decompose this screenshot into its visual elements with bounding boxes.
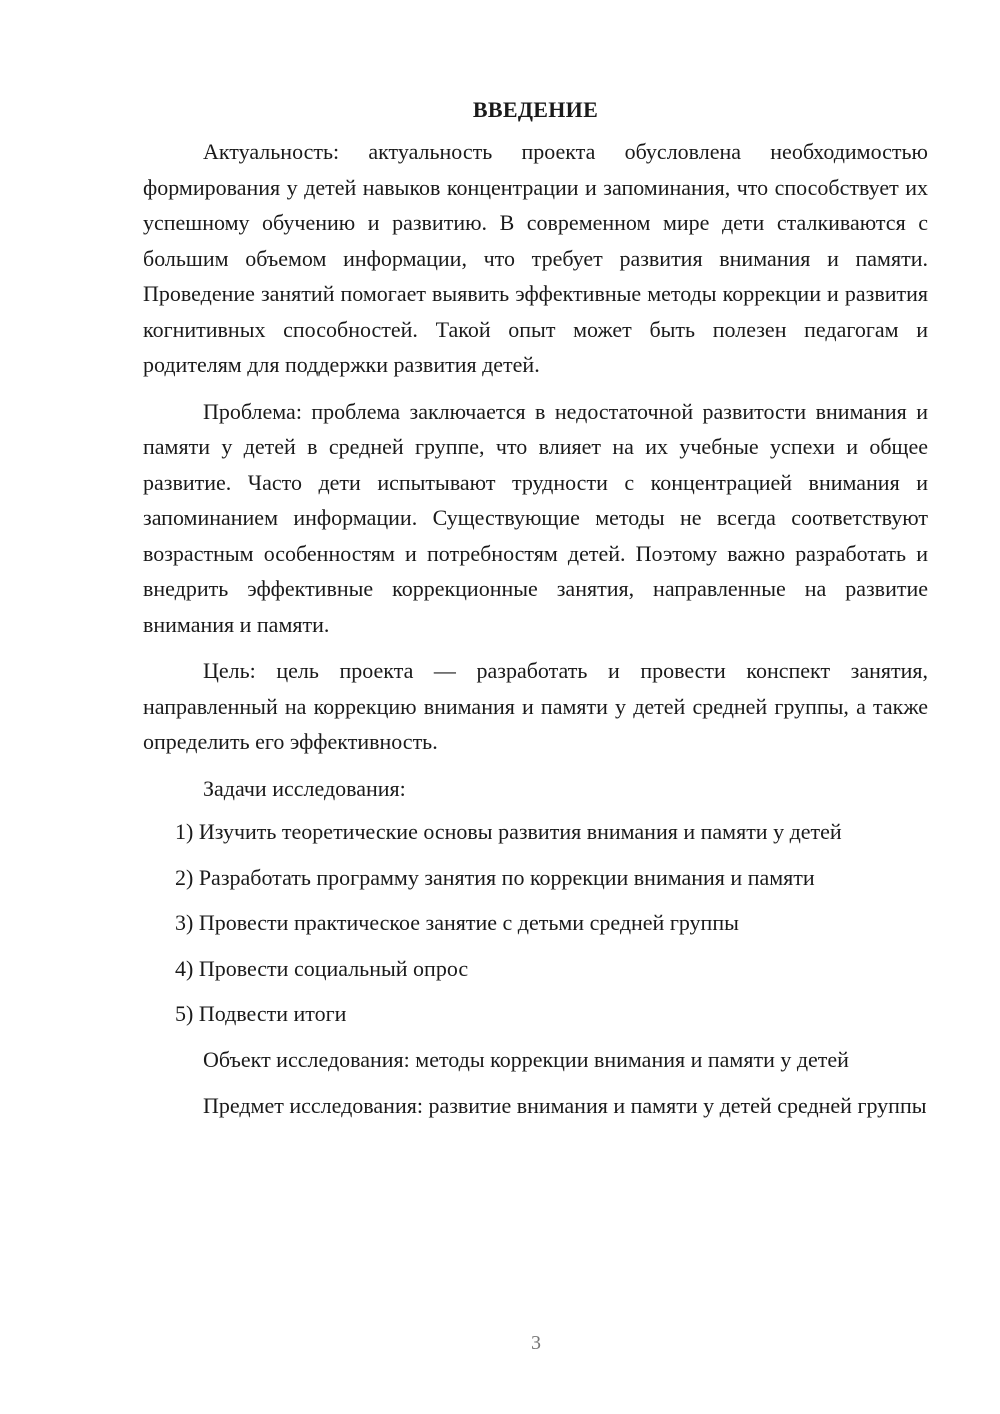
- paragraph-object: Объект исследования: методы коррекции внимания и памяти у детей: [203, 1046, 849, 1072]
- paragraph-goal: Цель: цель проекта — разработать и провести конспект занятия, направленный на коррекцию внимания и памяти у детей средней группы, а также определить его эффективность.: [143, 658, 928, 754]
- paragraph-problem: Проблема: проблема заключается в недостаточной развитости внимания и памяти у детей в средней группе, что влияет на их учебные успехи и общее развитие. Часто дети испытывают трудности с концентрацией внимания и запоминанием информации. Существующие методы не всегда соответствуют возрастным особенностям и потребностям детей. Поэтому важно разработать и внедрить эффективные коррекционные занятия, направленные на развитие внимания и памяти.: [143, 398, 928, 637]
- tasks-list: [143, 814, 928, 1032]
- paragraph-subject: Предмет исследования: развитие внимания и памяти у детей средней группы: [203, 1093, 927, 1118]
- document-page: [143, 92, 928, 1135]
- list-item: 3) Провести практическое занятие с детьми средней группы: [175, 910, 739, 935]
- tasks-title: Задачи исследования:: [203, 775, 406, 801]
- list-item: 4) Провести социальный опрос: [175, 955, 469, 981]
- list-item: 5) Подвести итоги: [175, 1001, 347, 1026]
- paragraph-relevance: Актуальность: актуальность проекта обусловлена необходимостью формирования у детей навыков концентрации и запоминания, что способствует их успешному обучению и развитию. В современном мире дети сталкиваются с большим объемом информации, что требует развития внимания и памяти. Проведение занятий помогает выявить эффективные методы коррекции и развития когнитивных способностей. Такой опыт может быть полезен педагогам и родителям для поддержки развития детей.: [143, 139, 928, 377]
- list-item: 2) Разработать программу занятия по коррекции внимания и памяти: [175, 864, 815, 890]
- list-item: 1) Изучить теоретические основы развития внимания и памяти у детей: [175, 819, 842, 844]
- section-heading: ВВЕДЕНИЕ: [472, 97, 599, 122]
- page-number: 3: [531, 1332, 541, 1354]
